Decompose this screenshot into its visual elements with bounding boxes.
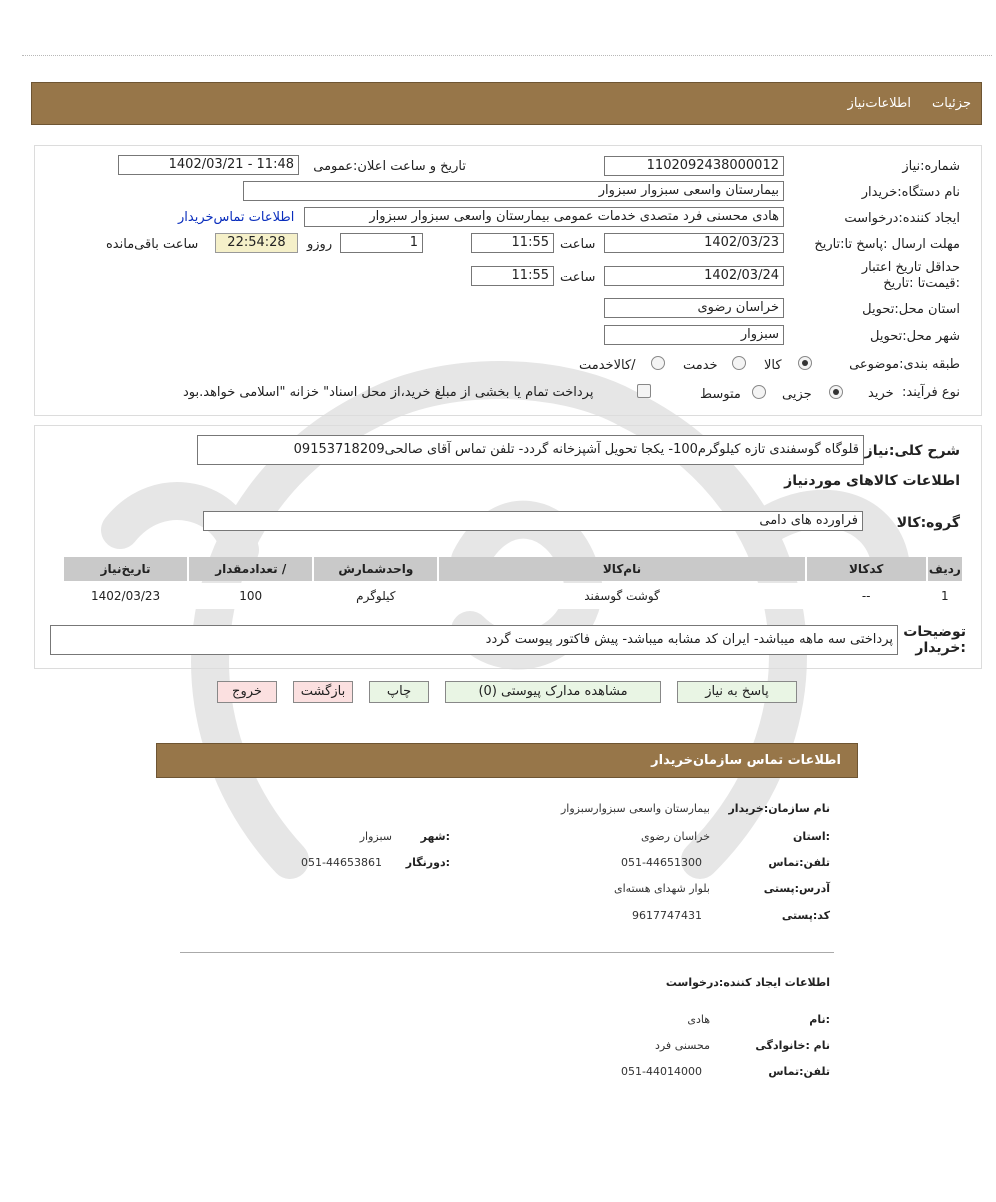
deadline-time-field: 11:55 (471, 233, 554, 253)
buyer-notes-label: توضیحات :خریدار (903, 624, 966, 656)
process-partial-label: جزیی (782, 387, 812, 402)
address-label: آدرس:پستی (763, 882, 830, 895)
cell-qty: 100 (189, 583, 312, 609)
fax-label: :دورنگار (405, 856, 450, 869)
city-field: سبزوار (604, 325, 784, 345)
buyer-org-label: نام دستگاه:خریدار (861, 185, 960, 200)
category-goods-radio[interactable] (798, 356, 812, 370)
creator-name-label: :نام (809, 1013, 830, 1026)
contact-province-label: :استان (793, 830, 830, 843)
fax-value: 051-44653861 (301, 856, 382, 869)
items-table (62, 555, 964, 611)
days-label: روزو (307, 237, 333, 252)
col-date: تاریخ‌نیاز (64, 557, 187, 581)
process-buy-label: خرید (868, 386, 894, 401)
category-label: طبقه بندی:موضوعی (849, 357, 960, 372)
process-medium-radio[interactable] (752, 385, 766, 399)
cell-code: -- (807, 583, 926, 609)
buyer-contact-link[interactable]: اطلاعات تماس‌خریدار (178, 210, 295, 225)
cell-unit: کیلوگرم (314, 583, 437, 609)
back-button[interactable]: بازگشت (293, 681, 353, 703)
creator-field: هادی محسنی فرد متصدی خدمات عمومی بیمارستان واسعی سبزوار سبزوار (304, 207, 784, 227)
province-field: خراسان رضوی (604, 298, 784, 318)
days-field: 1 (340, 233, 423, 253)
tab-need-info[interactable]: اطلاعات‌نیاز (847, 96, 911, 111)
validity-time-label: ساعت (560, 270, 596, 285)
address-value: بلوار شهدای هسته‌ای (614, 882, 710, 895)
deadline-label: مهلت ارسال :پاسخ تا:تاریخ (814, 237, 960, 252)
cell-date: 1402/03/23 (64, 583, 187, 609)
process-label: نوع فرآیند: (902, 385, 960, 400)
deadline-date-field: 1402/03/23 (604, 233, 784, 253)
category-goods-service-label: /کالاخدمت (579, 358, 636, 373)
remaining-label: ساعت باقی‌مانده (106, 237, 199, 252)
col-row: ردیف (928, 557, 962, 581)
org-value: بیمارستان واسعی سبزوارسبزوار (561, 802, 710, 815)
creator-label: ایجاد کننده:درخواست (844, 211, 960, 226)
top-header-bar (31, 82, 982, 125)
print-button[interactable]: چاپ (369, 681, 429, 703)
contact-header-bar (156, 743, 858, 778)
contact-phone-label: تلفن:تماس (768, 856, 830, 869)
validity-date-field: 1402/03/24 (604, 266, 784, 286)
validity-label: حداقل تاریخ اعتبار :قیمت‌تا :تاریخ (861, 260, 960, 291)
contact-header-title: اطلاعات تماس سازمان‌خریدار (651, 753, 841, 768)
creator-info-title: اطلاعات ایجاد کننده:درخواست (665, 976, 830, 989)
reply-button[interactable]: پاسخ به نیاز (677, 681, 797, 703)
treasury-payment-checkbox[interactable] (637, 384, 651, 398)
col-code: کدکالا (807, 557, 926, 581)
cell-name: گوشت گوسفند (439, 583, 804, 609)
summary-field: قلوگاه گوسفندی تازه کیلوگرم100- یکجا تحویل آشپزخانه گردد- تلفن تماس آقای صالحی09153718209 (197, 435, 864, 465)
need-number-field: 1102092438000012 (604, 156, 784, 176)
group-field: فراورده های دامی (203, 511, 863, 531)
announce-label: تاریخ و ساعت اعلان:عمومی (313, 159, 466, 174)
city-label: شهر محل:تحویل (870, 329, 960, 344)
creator-name-value: هادی (687, 1013, 710, 1026)
process-partial-radio[interactable] (829, 385, 843, 399)
process-medium-label: متوسط (700, 387, 741, 402)
tab-details[interactable]: جزئیات (932, 96, 971, 111)
announce-field: 1402/03/21 - 11:48 (118, 155, 299, 175)
category-service-label: خدمت (683, 358, 718, 373)
goods-info-title: اطلاعات کالاهای موردنیاز (784, 473, 960, 489)
contact-phone-value: 051-44651300 (621, 856, 702, 869)
col-qty: / تعدادمقدار (189, 557, 312, 581)
need-number-label: شماره:نیاز (902, 159, 960, 174)
category-service-radio[interactable] (732, 356, 746, 370)
treasury-payment-note: پرداخت تمام یا بخشی از مبلغ خرید،از محل اسناد" خزانه "اسلامی خواهد.بود (183, 385, 594, 400)
validity-time-field: 11:55 (471, 266, 554, 286)
creator-family-label: نام :خانوادگی (755, 1039, 830, 1052)
contact-province-value: خراسان رضوی (640, 830, 710, 843)
org-label: نام سازمان:خریدار (728, 802, 830, 815)
creator-family-value: محسنی فرد (654, 1039, 710, 1052)
postal-value: 9617747431 (632, 909, 702, 922)
creator-phone-label: تلفن:تماس (768, 1065, 830, 1078)
top-divider (22, 55, 992, 56)
exit-button[interactable]: خروج (217, 681, 277, 703)
postal-label: کد:پستی (781, 909, 830, 922)
group-label: گروه:کالا (896, 515, 960, 531)
view-docs-button[interactable]: مشاهده مدارک پیوستی (0) (445, 681, 661, 703)
category-goods-label: کالا (764, 358, 782, 373)
deadline-time-label: ساعت (560, 237, 596, 252)
summary-label: شرح کلی:نیاز (864, 443, 960, 459)
buyer-notes-field: پرداختی سه ماهه میباشد- ایران کد مشابه میباشد- پیش فاکتور پیوست گردد (50, 625, 898, 655)
contact-city-value: سبزوار (359, 830, 392, 843)
cell-row: 1 (928, 583, 962, 609)
col-name: نام‌کالا (439, 557, 804, 581)
contact-city-label: :شهر (420, 830, 450, 843)
col-unit: واحدشمارش (314, 557, 437, 581)
province-label: استان محل:تحویل (862, 302, 960, 317)
table-row (64, 583, 962, 609)
creator-phone-value: 051-44014000 (621, 1065, 702, 1078)
remaining-timer: 22:54:28 (215, 233, 298, 253)
buyer-org-field: بیمارستان واسعی سبزوار سبزوار (243, 181, 784, 201)
contact-divider (180, 952, 834, 953)
category-goods-service-radio[interactable] (651, 356, 665, 370)
